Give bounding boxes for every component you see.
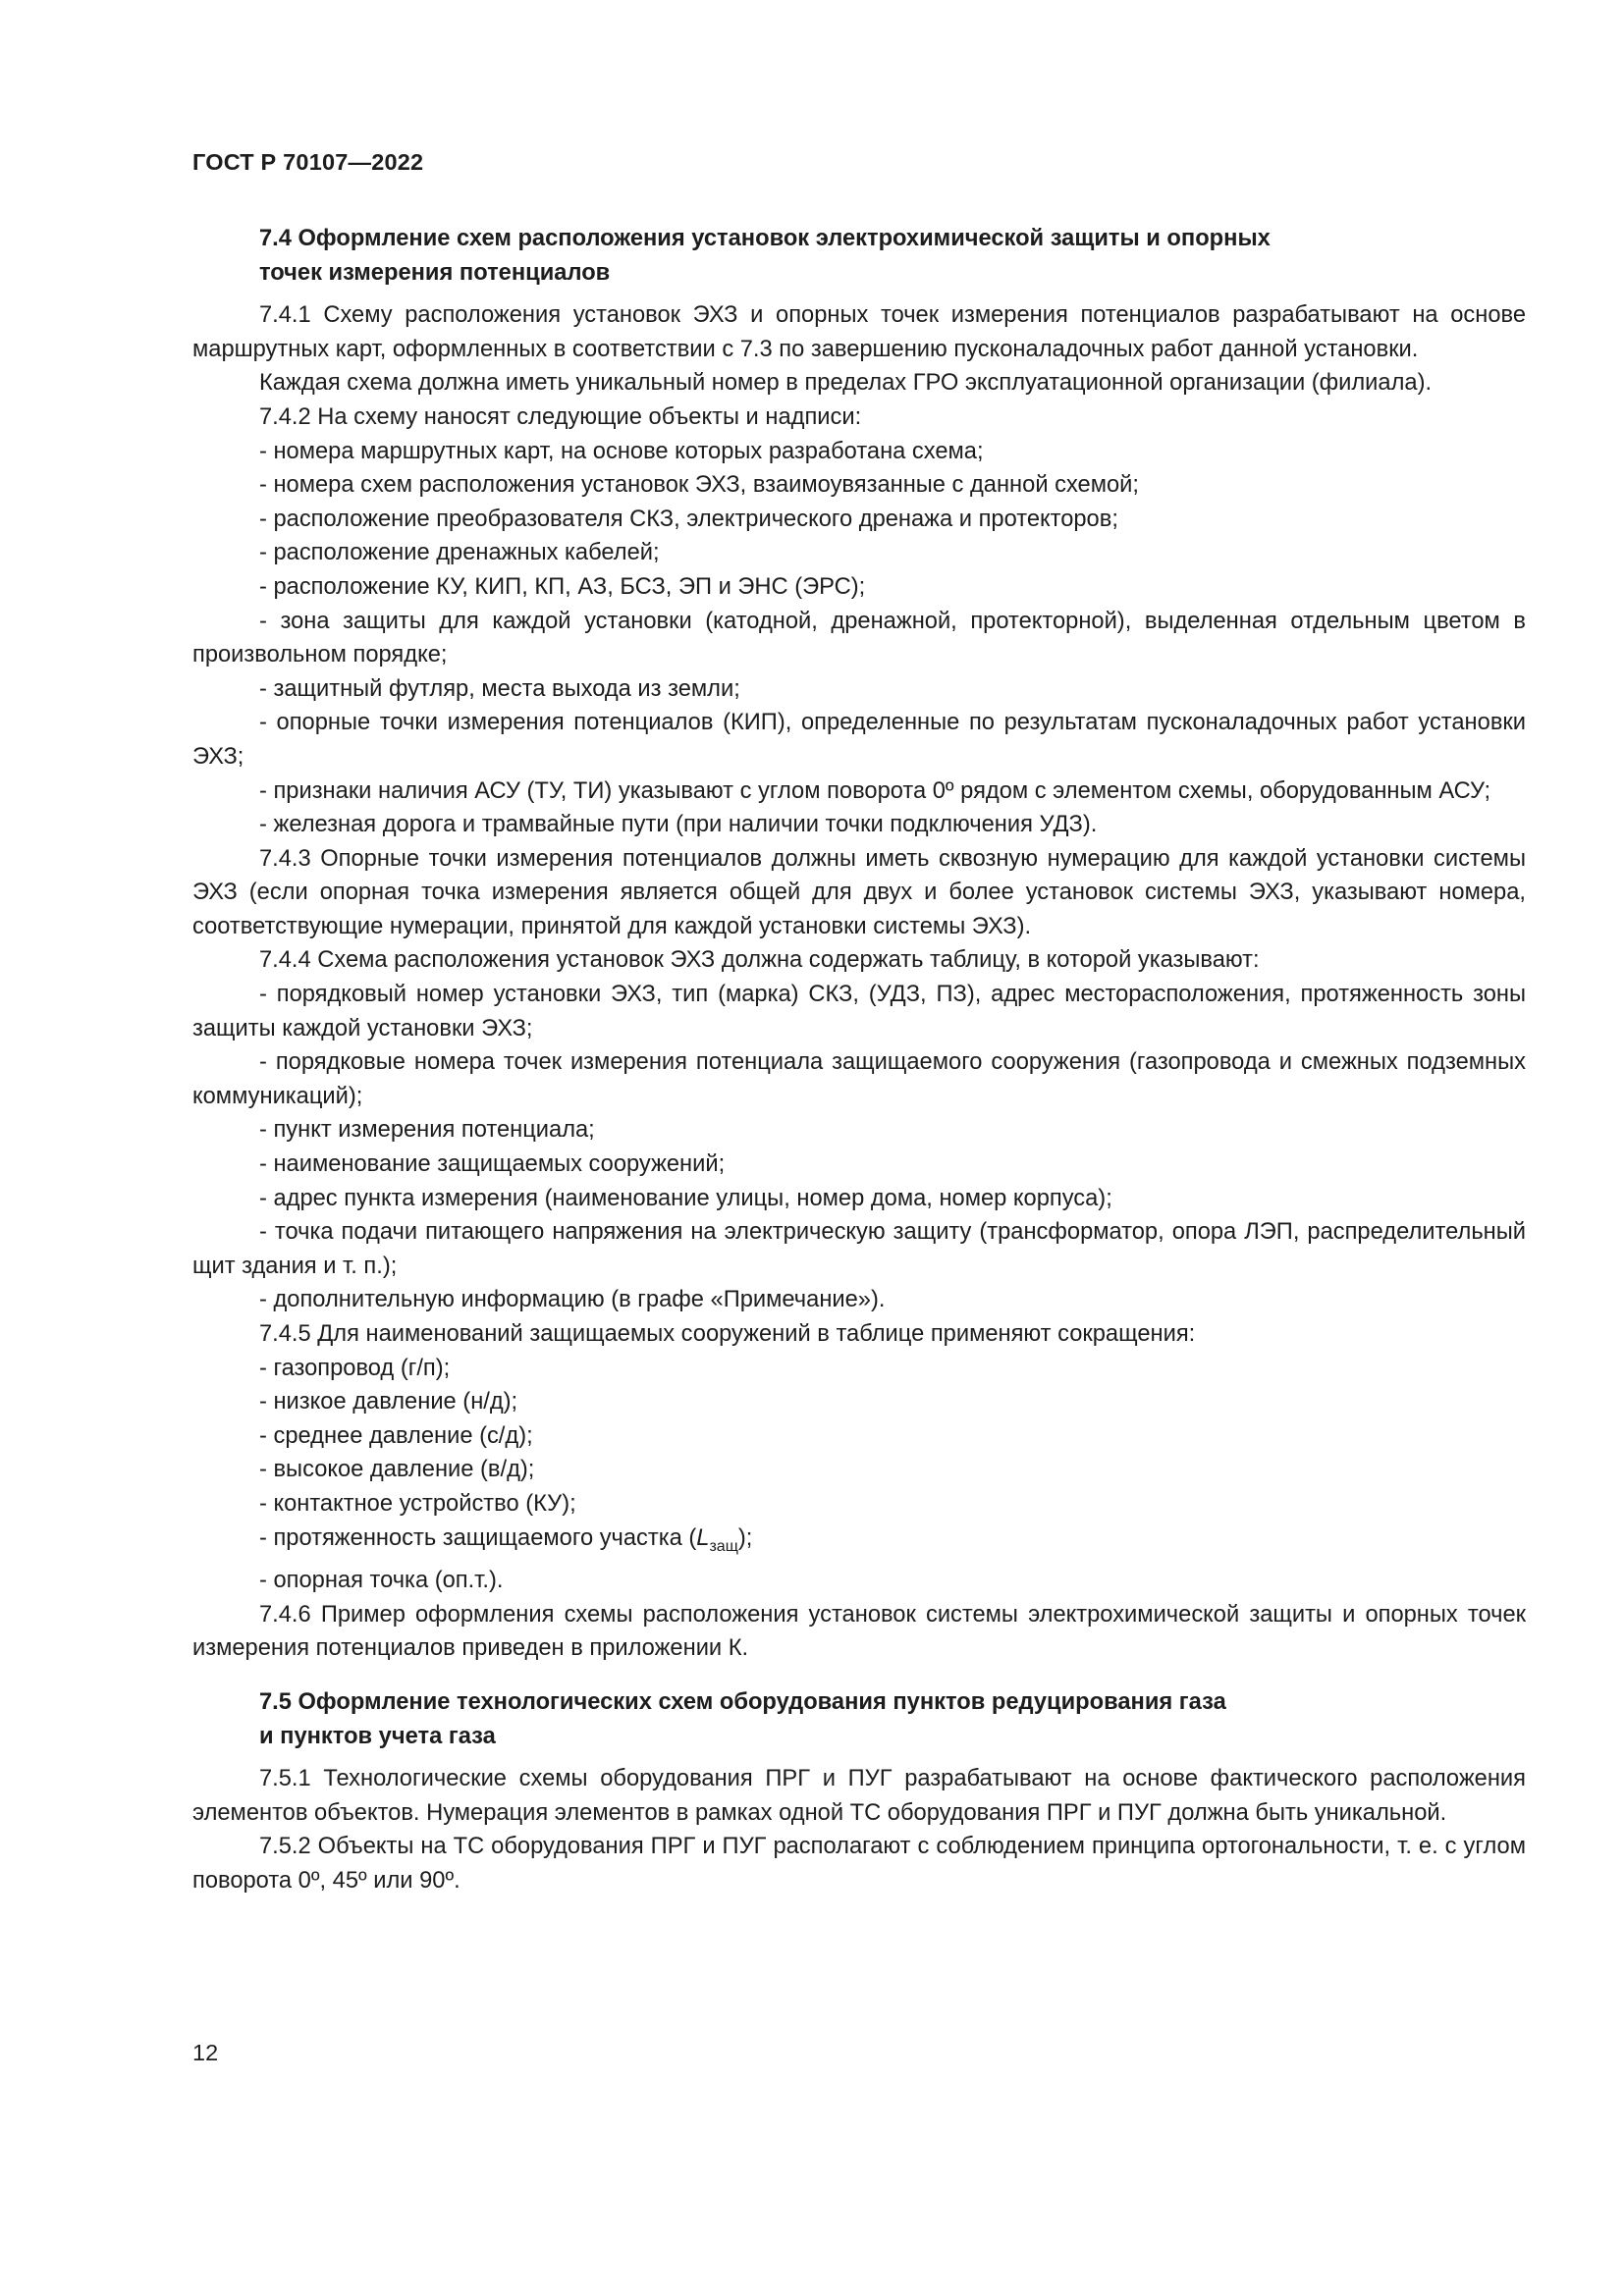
section-7-5-title-line-2: и пунктов учета газа	[259, 1723, 496, 1749]
length-suffix: );	[737, 1524, 753, 1551]
list-item: - адрес пункта измерения (наименование улицы, номер дома, номер корпуса);	[259, 1185, 1112, 1211]
list-item-length	[192, 1522, 1526, 1565]
paragraph-7-4-2: 7.4.2 На схему наносят следующие объекты и надписи:	[259, 403, 862, 430]
paragraph-7-4-6: 7.4.6 Пример оформления схемы расположения установок системы электрохимической защиты и опорных точек измерения потенциалов приведен в приложении К.	[192, 1601, 1526, 1662]
list-item: - признаки наличия АСУ (ТУ, ТИ) указывают с углом поворота 0º рядом с элементом схемы, оборудованным АСУ;	[259, 777, 1491, 804]
section-7-4-title-line-1: 7.4 Оформление схем расположения установок электрохимической защиты и опорных	[259, 226, 1271, 251]
paragraph-7-4-4: 7.4.4 Схема расположения установок ЭХЗ должна содержать таблицу, в которой указывают:	[259, 947, 1260, 974]
list-item: - опорные точки измерения потенциалов (КИП), определенные по результатам пусконаладочных работ установки ЭХЗ;	[192, 710, 1526, 770]
list-item: - высокое давление (в/д);	[259, 1457, 535, 1483]
document-code: ГОСТ Р 70107—2022	[192, 149, 424, 175]
paragraph-7-5-1: 7.5.1 Технологические схемы оборудования ПРГ и ПУГ разрабатывают на основе фактического расположения элементов объектов. Нумерация элементов в рамках одной ТС оборудования ПРГ и ПУГ должна быть уникальной.	[192, 1766, 1526, 1826]
list-item: - расположение КУ, КИП, КП, АЗ, БСЗ, ЭП и ЭНС (ЭРС);	[259, 573, 866, 600]
paragraph-unique-number: Каждая схема должна иметь уникальный номер в пределах ГРО эксплуатационной организации (филиала).	[259, 370, 1433, 397]
section-7-4-title-line-2: точек измерения потенциалов	[259, 259, 611, 286]
section-7-4-title	[192, 222, 1526, 290]
list-item: - пункт измерения потенциала;	[259, 1117, 595, 1144]
list-item: - контактное устройство (КУ);	[259, 1490, 576, 1517]
section-7-5-title	[192, 1685, 1526, 1753]
list-item: - порядковые номера точек измерения потенциала защищаемого сооружения (газопровода и смежных подземных коммуникаций);	[192, 1049, 1526, 1109]
list-item: - зона защиты для каждой установки (катодной, дренажной, протекторной), выделенная отдельным цветом в произвольном порядке;	[192, 608, 1526, 668]
paragraph-7-4-3: 7.4.3 Опорные точки измерения потенциалов должны иметь сквозную нумерацию для каждой установки системы ЭХЗ (если опорная точка измерения является общей для двух и более установок системы ЭХЗ, указывают номера, соответствующие нумерации, принятой для каждой установки системы ЭХЗ).	[192, 845, 1526, 939]
list-item: - среднее давление (с/д);	[259, 1422, 533, 1449]
length-symbol: L	[696, 1524, 710, 1551]
list-item: - дополнительную информацию (в графе «Примечание»).	[259, 1287, 886, 1313]
length-prefix: - протяженность защищаемого участка (	[259, 1524, 697, 1551]
section-7-5-title-line-1: 7.5 Оформление технологических схем оборудования пунктов редуцирования газа	[259, 1688, 1226, 1715]
length-subscript: защ	[709, 1537, 738, 1555]
page-number: 12	[192, 2040, 219, 2065]
list-item: - опорная точка (оп.т.).	[259, 1568, 504, 1594]
paragraph-7-5-2: 7.5.2 Объекты на ТС оборудования ПРГ и ПУГ располагают с соблюдением принципа ортогональности, т. е. с углом поворота 0º, 45º или 90º.	[192, 1834, 1526, 1894]
page-content	[192, 222, 1526, 1898]
list-item: - порядковый номер установки ЭХЗ, тип (марка) СКЗ, (УДЗ, ПЗ), адрес месторасположения, протяженность зоны защиты каждой установки ЭХЗ;	[192, 982, 1526, 1041]
list-item: - расположение дренажных кабелей;	[259, 540, 660, 566]
list-item: - точка подачи питающего напряжения на электрическую защиту (трансформатор, опора ЛЭП, распределительный щит здания и т. п.);	[192, 1219, 1526, 1279]
list-item: - номера схем расположения установок ЭХЗ, взаимоувязанные с данной схемой;	[259, 472, 1139, 499]
list-item: - расположение преобразователя СКЗ, электрического дренажа и протекторов;	[259, 506, 1118, 532]
list-item: - газопровод (г/п);	[259, 1355, 451, 1381]
list-item: - железная дорога и трамвайные пути (при наличии точки подключения УДЗ).	[259, 812, 1098, 838]
paragraph-7-4-5: 7.4.5 Для наименований защищаемых сооружений в таблице применяют сокращения:	[259, 1321, 1196, 1347]
list-item: - низкое давление (н/д);	[259, 1389, 518, 1415]
paragraph-7-4-1: 7.4.1 Схему расположения установок ЭХЗ и опорных точек измерения потенциалов разрабатывают на основе маршрутных карт, оформленных в соответствии с 7.3 по завершению пусконаладочных работ данной установки.	[192, 302, 1526, 362]
list-item: - наименование защищаемых сооружений;	[259, 1151, 726, 1178]
list-item: - защитный футляр, места выхода из земли;	[259, 675, 740, 702]
list-item: - номера маршрутных карт, на основе которых разработана схема;	[259, 438, 984, 464]
